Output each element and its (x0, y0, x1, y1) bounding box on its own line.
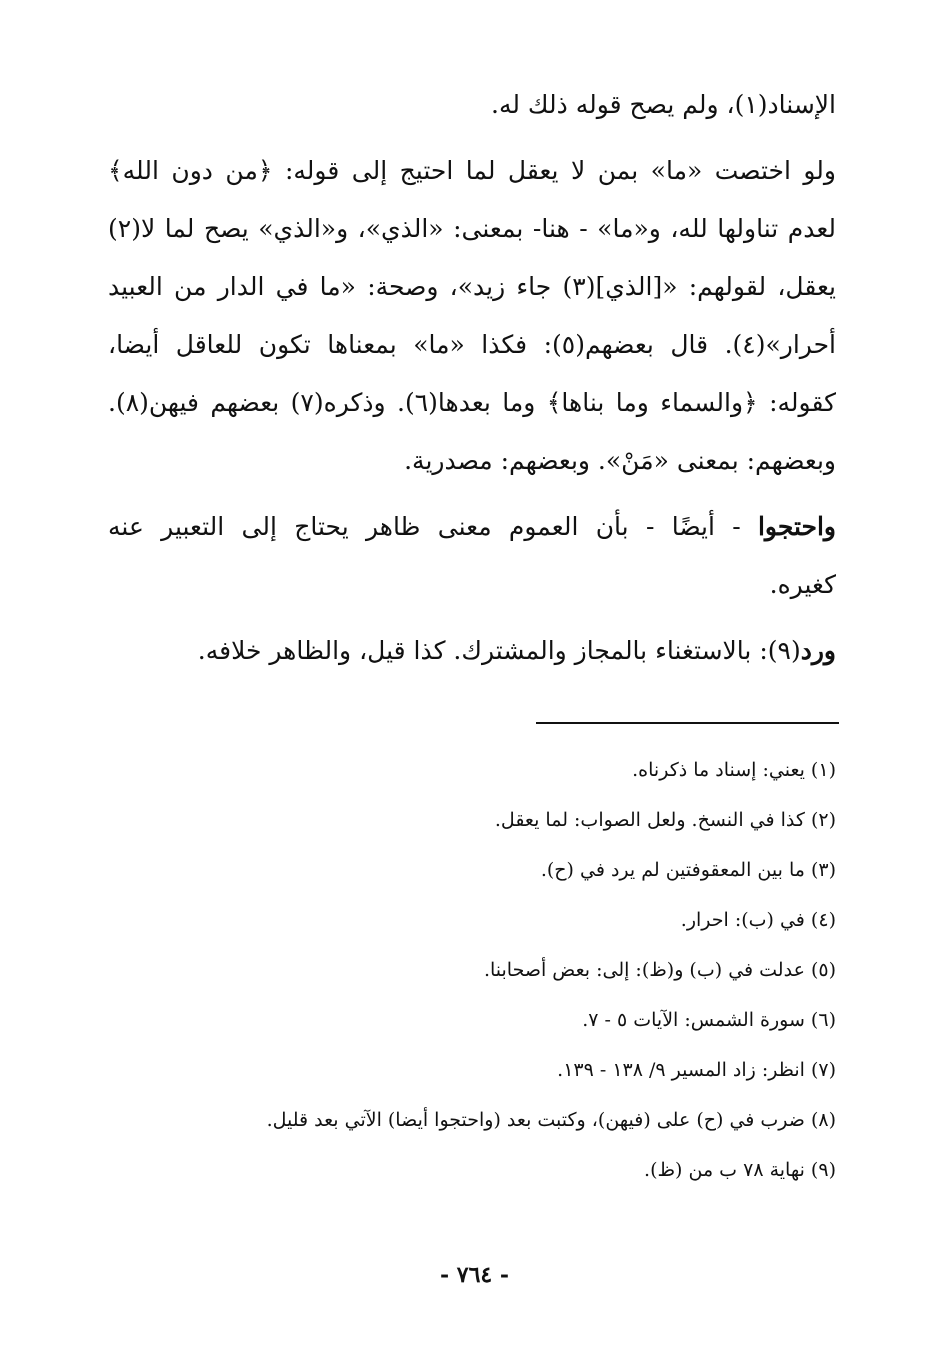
footnote-9: (٩) نهاية ٧٨ ب من (ظ). (644, 1159, 836, 1181)
text-line-3: لعدم تناولها لله، و«ما» - هنا- بمعنى: «الذي»، و«الذي» يصح لما لا(٢) (108, 214, 836, 243)
text-line-10 (108, 622, 836, 680)
footnote-1: (١) يعني: إسناد ما ذكرناه. (632, 759, 836, 781)
text-line-9: كغيره. (769, 570, 836, 599)
page-number: - ٧٦٤ - (439, 1262, 510, 1288)
paragraph-lead-word: واحتجوا (757, 512, 836, 541)
text-line-6: كقوله: ﴿والسماء وما بناها﴾ وما بعدها(٦). وذكره(٧) بعضهم فيهن(٨). (108, 388, 836, 417)
paragraph-lead-word: ورد (800, 636, 836, 665)
footnote-6: (٦) سورة الشمس: الآيات ٥ - ٧. (582, 1009, 836, 1031)
text-line-2: ولو اختصت «ما» بمن لا يعقل لما احتيج إلى قوله: ﴿من دون الله﴾ (108, 156, 836, 185)
footnote-separator (536, 722, 839, 724)
footnote-5: (٥) عدلت في (ب) و(ظ): إلى: بعض أصحابنا. (483, 959, 836, 981)
text-line-4: يعقل، لقولهم: «[الذي](٣) جاء زيد»، وصحة: «ما في الدار من العبيد (108, 272, 836, 301)
footnotes (140, 745, 836, 1195)
main-text (108, 76, 836, 680)
footnote-2: (٢) كذا في النسخ. ولعل الصواب: لما يعقل. (494, 809, 836, 831)
text-line-8-rest: - أيضًا - بأن العموم معنى ظاهر يحتاج إلى التعبير عنه (108, 512, 758, 541)
text-line-1: الإسناد(١)، ولم يصح قوله ذلك له. (491, 90, 836, 119)
text-line-5: أحرار»(٤). قال بعضهم(٥): فكذا «ما» بمعناها تكون للعاقل أيضا، (108, 330, 836, 359)
footnote-8: (٨) ضرب في (ح) على (فيهن)، وكتبت بعد (واحتجوا أيضا) الآتي بعد قليل. (266, 1109, 836, 1131)
footnote-4: (٤) في (ب): احرار. (680, 909, 836, 931)
footnote-3: (٣) ما بين المعقوفتين لم يرد في (ح). (540, 859, 836, 881)
text-line-10-rest: (٩): بالاستغناء بالمجاز والمشترك. كذا قيل، والظاهر خلافه. (197, 636, 801, 665)
footnote-7: (٧) انظر: زاد المسير ٩/ ١٣٨ - ١٣٩. (557, 1059, 836, 1081)
text-line-8 (108, 498, 836, 556)
text-line-7: وبعضهم: بمعنى «مَنْ». وبعضهم: مصدرية. (404, 446, 836, 475)
